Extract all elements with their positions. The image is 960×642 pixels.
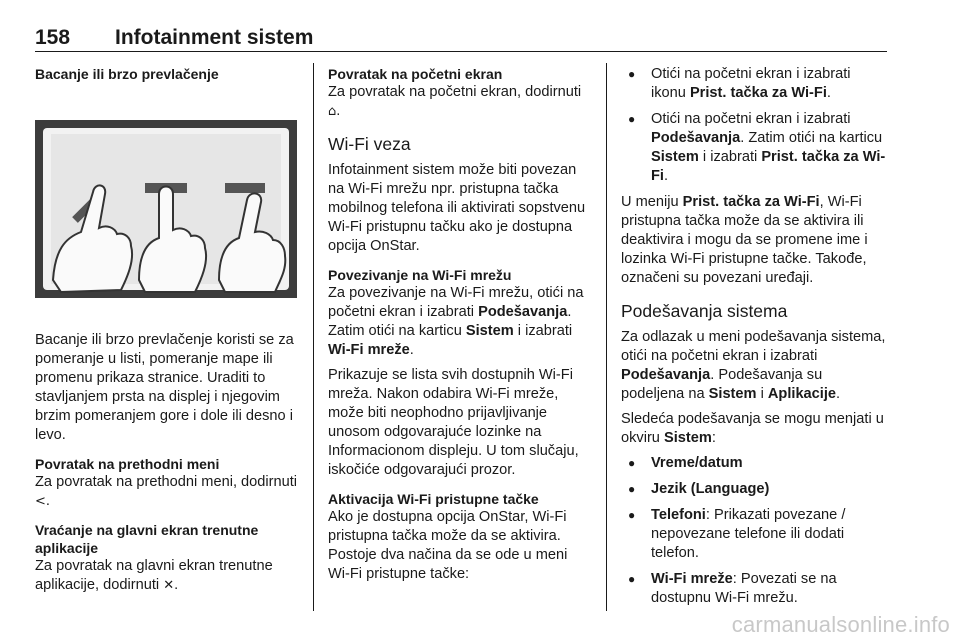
column-divider-2: [606, 63, 607, 611]
home-screen-text: Za povratak na početni ekran, dodirnuti ⌂.: [328, 84, 582, 119]
app-home-text: Za povratak na glavni ekran trenutne aplikacije, dodirnuti ✕.: [35, 558, 273, 593]
swipe-description: Bacanje ili brzo prevlačenje koristi se za pomeranje u listi, pomeranje mape ili promenu prikaza stranice. Uraditi to stavljanjem prsta na displej i njegovim brzim pomeranjem gore i dole ili desno i levo.: [35, 332, 294, 443]
close-icon: ✕: [163, 578, 175, 593]
watermark: carmanualsonline.info: [731, 612, 950, 637]
page-number: 158: [35, 26, 71, 49]
hotspot-ways-list: [621, 65, 889, 186]
back-chevron-icon: <: [35, 494, 46, 509]
list-item: ● Otići na početni ekran i izabrati Podešavanja. Zatim otići na karticu Sistem i izabrati Prist. tačka za Wi-Fi.: [621, 110, 889, 186]
section-heading-swipe: Bacanje ili brzo prevlačenje: [35, 66, 219, 82]
section-heading-home-screen: Povratak na početni ekran: [328, 66, 503, 82]
wifi-connect-text: Za povezivanje na Wi-Fi mrežu, otići na početni ekran i izabrati Podešavanja. Zatim otići na karticu Sistem i izabrati Wi-Fi mreže.: [328, 285, 584, 358]
section-heading-wifi: Wi-Fi veza: [328, 134, 411, 154]
wifi-intro-text: Infotainment sistem može biti povezan na Wi-Fi mrežu npr. pristupna tačka mobilnog telefona ili aktivirati sopstvenu Wi-Fi pristupnu tačku ako je dostupna opcija OnStar.: [328, 162, 586, 254]
home-icon: ⌂: [328, 104, 337, 119]
previous-menu-text: Za povratak na prethodni meni, dodirnuti <.: [35, 474, 298, 509]
list-item: ● Wi-Fi mreže: Povezati se na dostupnu Wi-Fi mrežu.: [621, 570, 889, 608]
section-heading-hotspot: Aktivacija Wi-Fi pristupne tačke: [328, 491, 539, 507]
column-1: [35, 65, 300, 595]
hotspot-menu-text: U meniju Prist. tačka za Wi-Fi, Wi-Fi pristupna tačka može da se aktivira ili deaktivira i mogu da se promene ime i lozinka Wi-Fi pristupne tačke. Takođe, označeni su povezani uređaji.: [621, 194, 868, 286]
section-heading-system-settings: Podešavanja sistema: [621, 301, 788, 321]
page-title: Infotainment sistem: [115, 26, 314, 49]
column-divider-1: [313, 63, 314, 611]
system-settings-text: Za odlazak u meni podešavanja sistema, otići na početni ekran i izabrati Podešavanja. Podešavanja su podeljena na Sistem i Aplikacije.: [621, 329, 886, 402]
column-3: [621, 65, 889, 615]
three-hands-swipe-illustration: [35, 120, 297, 298]
list-item: ● Vreme/datum: [621, 454, 889, 473]
section-heading-previous-menu: Povratak na prethodni meni: [35, 456, 220, 472]
column-2: [328, 65, 590, 584]
list-item: ● Jezik (Language): [621, 480, 889, 499]
system-change-text: Sledeća podešavanja se mogu menjati u okviru Sistem:: [621, 411, 884, 446]
hotspot-text: Ako je dostupna opcija OnStar, Wi-Fi pristupna tačka može da se aktivira. Postoje dva načina da se ode u meni Wi-Fi pristupne tačke:: [328, 509, 568, 582]
list-item: ● Otići na početni ekran i izabrati ikonu Prist. tačka za Wi-Fi.: [621, 65, 889, 103]
list-item: ● Telefoni: Prikazati povezane / nepovezane telefone ili dodati telefon.: [621, 506, 889, 563]
section-heading-app-home: Vraćanje na glavni ekran trenutne aplikacije: [35, 522, 259, 556]
wifi-list-text: Prikazuje se lista svih dostupnih Wi-Fi mreža. Nakon odabira Wi-Fi mreže, može biti neophodno prijavljivanje unosom odgovarajuće lozinke na Informacionom displeju. U tom slučaju, iskočiće odgovarajući prozor.: [328, 367, 579, 478]
system-settings-list: [621, 454, 889, 608]
page-header: [35, 22, 887, 52]
section-heading-wifi-connect: Povezivanje na Wi-Fi mrežu: [328, 267, 512, 283]
